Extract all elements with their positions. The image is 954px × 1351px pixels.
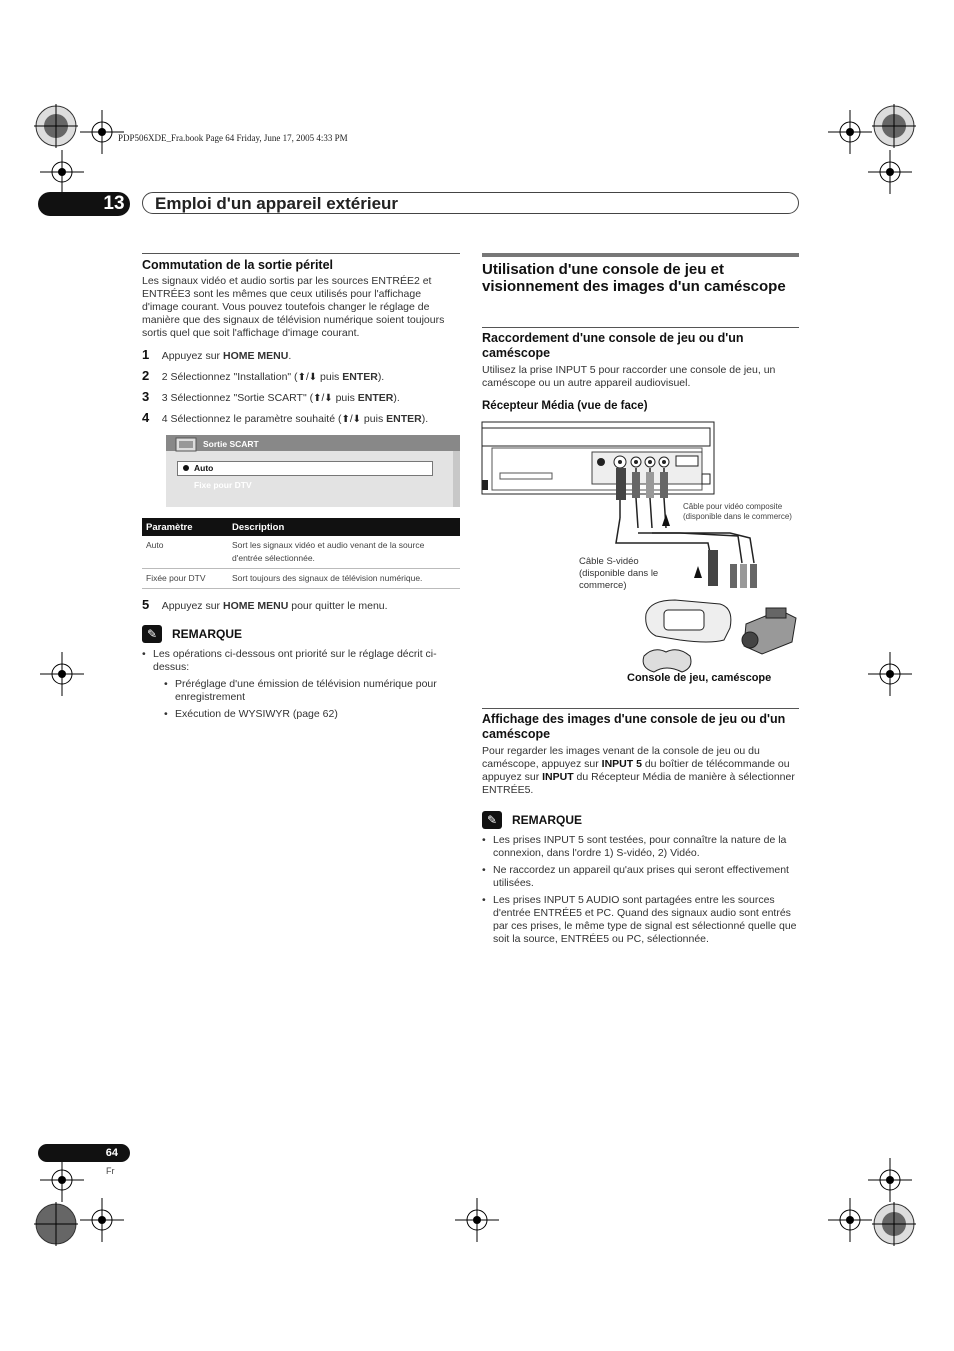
step-5: 5 Appuyez sur HOME MENU pour quitter le menu. (142, 597, 388, 612)
crosshair-icon (40, 150, 84, 194)
arrow-up-icon (662, 514, 670, 526)
registration-mark-icon (34, 104, 78, 148)
subsection-heading: Affichage des images d'une console de jeu ou d'un caméscope (482, 712, 786, 741)
table-header-row (142, 518, 460, 536)
crosshair-icon (80, 1198, 124, 1242)
chapter-number: 13 (38, 192, 130, 216)
crosshair-icon (80, 110, 124, 154)
composite-plug (660, 472, 668, 498)
subsection-paragraph: Utilisez la prise INPUT 5 pour raccorder une console de jeu, un caméscope ou un autre appareil audiovisuel. (482, 364, 776, 389)
main-heading: Utilisation d'une console de jeu et visionnement des images d'un caméscope (482, 261, 786, 295)
crosshair-icon (455, 1198, 499, 1242)
section-rule (142, 253, 460, 254)
note-list (482, 834, 799, 946)
composite-plug (740, 564, 747, 588)
diagram-title: Récepteur Média (vue de face) (482, 400, 648, 412)
note-pencil-icon: ✎ (142, 625, 162, 643)
list-item: • Les opérations ci-dessous ont priorité sur le réglage décrit ci-dessus: (142, 648, 462, 674)
arrow-up-down-icon: ⬆/⬇ (297, 372, 318, 383)
step-4: 4 4 Sélectionnez le paramètre souhaité (⬆/⬇ puis ENTER). (142, 410, 429, 425)
osd-option-fixe: Fixe pour DTV (194, 480, 252, 490)
connection-diagram (480, 418, 800, 690)
composite-plug (646, 472, 654, 498)
subsection-heading: Raccordement d'une console de jeu ou d'un caméscope (482, 331, 744, 360)
registration-mark-icon (872, 104, 916, 148)
osd-menu-screenshot (166, 435, 460, 507)
registration-mark-icon (34, 1202, 78, 1246)
step-3: 3 3 Sélectionnez "Sortie SCART" (⬆/⬇ puis ENTER). (142, 389, 400, 404)
crosshair-icon (868, 652, 912, 696)
file-info: PDP506XDE_Fra.book Page 64 Friday, June 17, 2005 4:33 PM (118, 133, 348, 143)
crosshair-icon (868, 150, 912, 194)
crosshair-icon (868, 1158, 912, 1202)
svideo-plug (708, 550, 718, 586)
note-pencil-icon: ✎ (482, 811, 502, 829)
crosshair-icon (40, 1158, 84, 1202)
composite-plug (730, 564, 737, 588)
list-item: • Exécution de WYSIWYR (page 62) (164, 708, 454, 721)
diagram-caption: Console de jeu, caméscope (627, 672, 772, 684)
intro-paragraph: Les signaux vidéo et audio sortis par les sources ENTRÉE2 et ENTRÉE3 sont les mêmes que ceux utilisés pour l'affichage d'image courant. Vous pouvez toutefois changer le réglage de manière que des signaux de télévision numérique soient toujours sortis quel que soit l'affichage d'image courant. (142, 275, 445, 339)
note-label: REMARQUE (512, 813, 583, 827)
subsection-paragraph: Pour regarder les images venant de la console de jeu ou du caméscope, appuyez sur INPUT 5 du boîtier de télécommande ou appuyez sur INPUT du Récepteur Média de manière à sélectionner ENTRÉE5. (482, 745, 795, 796)
crosshair-icon (828, 110, 872, 154)
table-cell: Sort les signaux vidéo et audio venant de la source d'entrée sélectionnée. (228, 536, 460, 569)
composite-plug (632, 472, 640, 498)
table-row (142, 536, 460, 569)
step-1: 1 Appuyez sur HOME MENU. (142, 347, 292, 362)
section-rule (482, 708, 799, 709)
cable-composite-label: Câble pour vidéo composite (disponible dans le commerce) (683, 502, 792, 521)
section-heading: Commutation de la sortie péritel (142, 258, 334, 272)
list-item: • Ne raccordez un appareil qu'aux prises qui seront effectivement utilisées. (482, 864, 799, 890)
osd-option-auto: Auto (194, 463, 214, 473)
list-item: • Les prises INPUT 5 sont testées, pour connaître la nature de la connexion, dans l'ordre 1) S-vidéo, 2) Vidéo. (482, 834, 799, 860)
game-console-icon (643, 600, 731, 672)
language-code: Fr (106, 1166, 115, 1176)
table-row (142, 569, 460, 589)
table-header-cell: Description (228, 518, 460, 536)
table-cell: Auto (142, 536, 228, 569)
section-rule (482, 253, 799, 257)
table-header-cell: Paramètre (142, 518, 228, 536)
media-receiver-front-panel (482, 422, 714, 494)
parameter-table (142, 518, 460, 589)
note-list (142, 648, 462, 674)
page-number: 64 (38, 1144, 130, 1162)
cable-svideo-label: Câble S-vidéo (disponible dans le commerce) (579, 556, 659, 591)
arrow-up-down-icon: ⬆/⬇ (313, 393, 333, 404)
osd-title: Sortie SCART (203, 439, 259, 449)
note-label: REMARQUE (172, 627, 243, 641)
crosshair-icon (40, 652, 84, 696)
list-item: • Préréglage d'une émission de télévision numérique pour enregistrement (164, 678, 454, 704)
registration-mark-icon (872, 1202, 916, 1246)
crosshair-icon (828, 1198, 872, 1242)
step-2: 2 2 Sélectionnez "Installation" (⬆/⬇ puis ENTER). (142, 368, 385, 383)
section-rule (482, 327, 799, 328)
note-sublist (164, 678, 454, 721)
arrow-up-icon (694, 566, 702, 578)
selected-dot-icon (183, 465, 189, 471)
tv-menu-icon (174, 437, 200, 453)
composite-plug (750, 564, 757, 588)
arrow-up-down-icon: ⬆/⬇ (341, 414, 362, 425)
camcorder-icon (742, 608, 796, 654)
osd-selected-row (177, 461, 433, 476)
table-cell: Fixée pour DTV (142, 569, 228, 589)
svideo-plug (616, 468, 626, 500)
list-item: • Les prises INPUT 5 AUDIO sont partagées entre les sources d'entrée ENTRÉE5 et PC. Quand des signaux audio sont entrés par ces prises, le même type de signal est sélectionné quelle que soit la source, ENTRÉE5 ou PC, sélectionnée. (482, 894, 799, 946)
chapter-title: Emploi d'un appareil extérieur (142, 192, 799, 214)
table-cell: Sort toujours des signaux de télévision numérique. (228, 569, 460, 589)
